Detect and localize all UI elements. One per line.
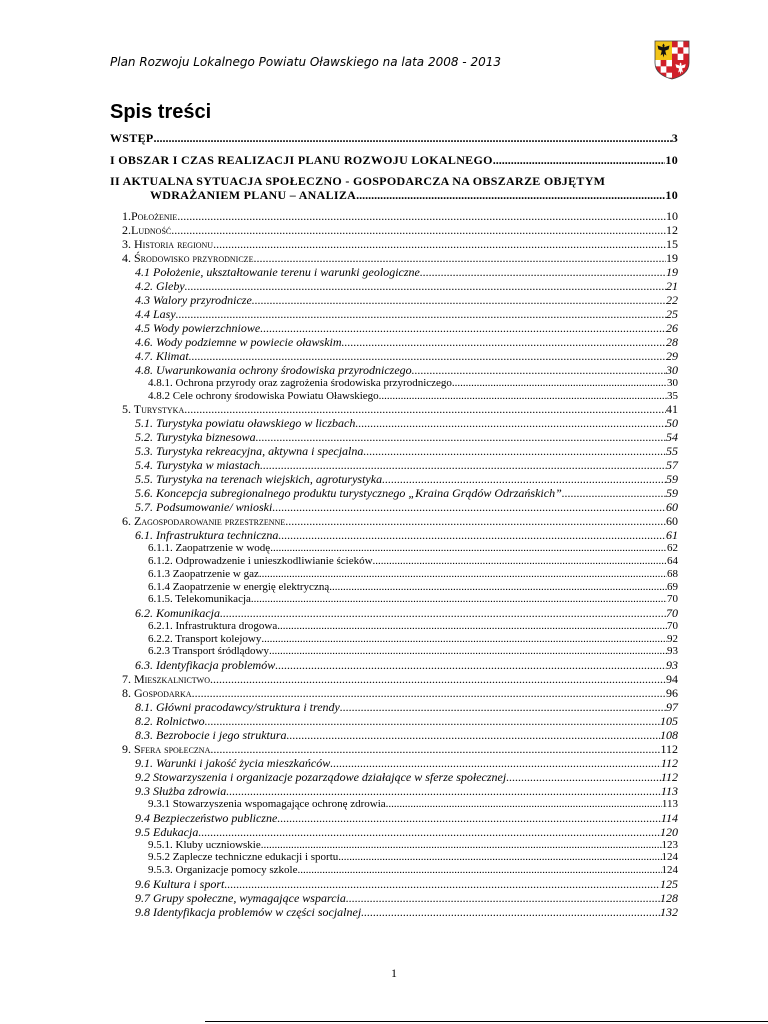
- toc-subsection: [110, 321, 678, 335]
- dot-leader: [184, 402, 666, 416]
- toc-subsection-label: 4.5 Wody powierzchniowe: [135, 321, 261, 335]
- toc-subsection-page-number: 93: [666, 658, 678, 673]
- toc-subsection-page-number: 30: [666, 363, 678, 377]
- toc-section: [110, 686, 678, 700]
- toc-subsection-label: 9.2 Stowarzyszenia i organizacje pozarządowe działające w sferze społecznej: [135, 770, 507, 785]
- toc-main-entry-page-number: 3: [671, 131, 678, 145]
- dot-leader: [272, 500, 666, 514]
- toc-subsection: [110, 293, 678, 307]
- toc-subsection-page-number: 120: [660, 824, 678, 839]
- dot-leader: [256, 430, 666, 444]
- toc-subsection-page-number: 21: [666, 279, 678, 293]
- toc-subsection-label: 9.7 Grupy społeczne, wymagające wsparcia: [135, 890, 346, 905]
- toc-main-entry-label-line2: WDRAŻANIEM PLANU – ANALIZA: [150, 188, 357, 202]
- toc-subsubsection: [110, 581, 678, 594]
- toc-subsubsection-page-number: 113: [661, 798, 678, 811]
- toc-subsection-page-number: 112: [660, 770, 678, 785]
- dot-leader: [493, 153, 666, 167]
- toc-subsection: [110, 279, 678, 293]
- dot-leader: [189, 349, 666, 363]
- toc-main-entry-page-number: 10: [665, 152, 678, 167]
- toc-subsubsection: [110, 839, 678, 852]
- toc-subsubsection-label: 4.8.1. Ochrona przyrody oraz zagrożenia środowiska przyrodniczego: [148, 377, 452, 389]
- toc-section-label: 1.Położenie: [122, 209, 178, 223]
- dot-leader: [285, 514, 666, 528]
- toc-subsection: [110, 658, 678, 672]
- dot-leader: [252, 293, 666, 307]
- toc-section-label: 6. Zagospodarowanie przestrzenne: [122, 514, 286, 529]
- toc-section-label: 9. Sfera społeczna: [122, 742, 211, 757]
- toc-subsection: [110, 500, 678, 514]
- dot-leader: [259, 568, 667, 581]
- toc-section-label: 4. Środowisko przyrodnicze: [122, 251, 254, 265]
- dot-leader: [297, 864, 661, 877]
- toc-subsubsection-label: 4.8.2 Cele ochrony środowiska Powiatu Oławskiego: [148, 389, 379, 402]
- dot-leader: [176, 307, 666, 321]
- toc-subsubsection-label: 6.1.1. Zaopatrzenie w wodę: [148, 542, 271, 555]
- toc-section: [110, 251, 678, 265]
- table-of-contents: [110, 131, 678, 919]
- toc-section: [110, 514, 678, 528]
- toc-subsection-label: 5.1. Turystyka powiatu oławskiego w liczbach: [135, 416, 356, 431]
- dot-leader: [412, 363, 666, 377]
- toc-subsubsection: [110, 593, 678, 606]
- toc-subsection: [110, 784, 678, 798]
- toc-subsection-page-number: 125: [660, 876, 678, 891]
- dot-leader: [340, 700, 666, 714]
- toc-section-page-number: 60: [666, 514, 678, 529]
- toc-subsection-page-number: 112: [660, 756, 678, 771]
- toc-subsection: [110, 891, 678, 905]
- toc-section-page-number: 41: [666, 402, 678, 417]
- toc-subsection-label: 6.2. Komunikacja: [135, 605, 220, 620]
- toc-subsubsection-label: 6.2.2. Transport kolejowy: [148, 632, 262, 645]
- toc-title: Spis treści: [110, 101, 212, 123]
- toc-main-entry: [110, 153, 678, 167]
- dot-leader: [205, 714, 660, 728]
- toc-section: [110, 223, 678, 237]
- toc-subsubsection-page-number: 64: [667, 555, 678, 568]
- toc-section: [110, 402, 678, 416]
- toc-subsubsection-label: 9.5.3. Organizacje pomocy szkole: [148, 864, 298, 877]
- dot-leader: [342, 335, 666, 349]
- toc-subsection-label: 9.1. Warunki i jakość życia mieszkańców: [135, 756, 331, 771]
- footer-rule: [205, 1021, 768, 1022]
- toc-subsection: [110, 349, 678, 363]
- toc-subsection: [110, 335, 678, 349]
- toc-section-page-number: 10: [666, 209, 678, 223]
- toc-subsection: [110, 905, 678, 919]
- toc-subsubsection: [110, 390, 678, 403]
- toc-sections: [110, 209, 678, 919]
- toc-subsection: [110, 458, 678, 472]
- dot-leader: [261, 839, 662, 852]
- toc-subsection-label: 4.3 Walory przyrodnicze: [135, 293, 252, 307]
- toc-subsection: [110, 825, 678, 839]
- toc-subsection: [110, 430, 678, 444]
- toc-subsection-page-number: 25: [666, 307, 678, 321]
- toc-section-page-number: 12: [666, 223, 678, 237]
- dot-leader: [253, 251, 666, 265]
- toc-subsubsection: [110, 633, 678, 646]
- toc-section-label: 8. Gospodarka: [122, 686, 192, 701]
- toc-subsubsection-page-number: 30: [667, 377, 678, 389]
- dot-leader: [213, 237, 666, 251]
- toc-subsection-page-number: 59: [666, 486, 678, 501]
- toc-subsubsection-page-number: 70: [667, 593, 678, 606]
- toc-section-label: 2.Ludność: [122, 223, 172, 237]
- running-header: Plan Rozwoju Lokalnego Powiatu Oławskiego na lata 2008 - 2013: [110, 55, 501, 69]
- toc-subsection-page-number: 19: [666, 265, 678, 279]
- toc-subsubsection: [110, 568, 678, 581]
- toc-section: [110, 672, 678, 686]
- toc-subsubsection: [110, 851, 678, 864]
- toc-section: [110, 209, 678, 223]
- dot-leader: [260, 458, 666, 472]
- toc-subsection-page-number: 26: [666, 321, 678, 335]
- toc-subsection: [110, 416, 678, 430]
- dot-leader: [346, 891, 660, 905]
- dot-leader: [198, 825, 660, 839]
- toc-subsection-page-number: 29: [666, 349, 678, 363]
- dot-leader: [562, 486, 666, 500]
- dot-leader: [270, 542, 667, 555]
- dot-leader: [287, 728, 660, 742]
- toc-subsubsection-label: 6.1.4 Zaopatrzenie w energię elektryczną: [148, 580, 330, 593]
- toc-section: [110, 237, 678, 251]
- dot-leader: [420, 265, 666, 279]
- dot-leader: [379, 390, 667, 403]
- toc-subsection-page-number: 28: [666, 335, 678, 349]
- toc-subsection-label: 4.4 Lasy: [135, 307, 176, 321]
- toc-section-label: 5. Turystyka: [122, 402, 185, 417]
- dot-leader: [260, 321, 666, 335]
- toc-subsection-label: 9.6 Kultura i sport: [135, 876, 225, 891]
- toc-subsection-page-number: 97: [666, 700, 678, 715]
- toc-subsection: [110, 444, 678, 458]
- dot-leader: [275, 658, 666, 672]
- coat-of-arms-icon: [654, 40, 690, 80]
- toc-subsection: [110, 877, 678, 891]
- toc-subsubsection-page-number: 35: [667, 389, 678, 402]
- toc-subsection-page-number: 113: [660, 784, 678, 799]
- toc-subsubsection-label: 9.3.1 Stowarzyszenia wspomagające ochronę zdrowia: [148, 798, 386, 811]
- dot-leader: [329, 581, 667, 594]
- toc-subsubsection: [110, 555, 678, 568]
- dot-leader: [355, 416, 666, 430]
- coat-of-arms-graphic: [654, 40, 690, 80]
- toc-subsection-label: 9.5 Edukacja: [135, 824, 199, 839]
- toc-subsubsection-page-number: 124: [661, 864, 678, 877]
- toc-subsection-page-number: 132: [660, 904, 678, 919]
- toc-subsection-label: 5.2. Turystyka biznesowa: [135, 430, 256, 445]
- toc-subsection-page-number: 50: [666, 416, 678, 431]
- toc-main-entry-label-line1: II AKTUALNA SYTUACJA SPOŁECZNO - GOSPODARCZA NA OBSZARZE OBJĘTYM: [110, 174, 606, 188]
- toc-main-entry-label: I OBSZAR I CZAS REALIZACJI PLANU ROZWOJU LOKALNEGO: [110, 152, 493, 167]
- toc-subsection-page-number: 114: [660, 810, 678, 825]
- dot-leader: [330, 756, 661, 770]
- toc-subsection-label: 9.3 Służba zdrowia: [135, 784, 227, 799]
- toc-subsection-label: 8.2. Rolnictwo: [135, 714, 205, 729]
- toc-subsubsection-page-number: 124: [661, 851, 678, 864]
- toc-subsection-page-number: 59: [666, 472, 678, 487]
- dot-leader: [277, 811, 661, 825]
- toc-subsubsection-label: 6.1.5. Telekomunikacja: [148, 593, 251, 606]
- dot-leader: [338, 851, 661, 864]
- toc-subsection-label: 4.8. Uwarunkowania ochrony środowiska przyrodniczego: [135, 363, 412, 377]
- toc-subsection-page-number: 57: [666, 458, 678, 473]
- toc-subsubsection: [110, 864, 678, 877]
- page-number: 1: [391, 966, 397, 980]
- toc-section-page-number: 19: [666, 251, 678, 265]
- toc-section-label: 3. Historia regionu: [122, 237, 214, 251]
- dot-leader: [210, 742, 660, 756]
- dot-leader: [269, 645, 667, 658]
- toc-subsubsection-label: 9.5.2 Zaplecze techniczne edukacji i sportu: [148, 851, 339, 864]
- toc-section-page-number: 112: [660, 742, 678, 757]
- toc-subsection: [110, 363, 678, 377]
- dot-leader: [361, 905, 660, 919]
- toc-subsection-page-number: 128: [660, 890, 678, 905]
- toc-section-page-number: 94: [666, 672, 678, 687]
- toc-subsection-page-number: 108: [660, 728, 678, 743]
- toc-subsection-label: 4.6. Wody podziemne w powiecie oławskim: [135, 335, 342, 349]
- toc-section-label: 7. Mieszkalnictwo: [122, 672, 210, 687]
- toc-subsection-label: 9.4 Bezpieczeństwo publiczne: [135, 810, 278, 825]
- toc-subsection: [110, 307, 678, 321]
- toc-subsection-label: 9.8 Identyfikacja problemów w części socjalnej: [135, 904, 362, 919]
- toc-section-page-number: 96: [666, 686, 678, 701]
- toc-subsection-label: 6.1. Infrastruktura techniczna: [135, 528, 279, 543]
- toc-subsection-page-number: 55: [666, 444, 678, 459]
- toc-subsubsection: [110, 798, 678, 811]
- dot-leader: [226, 784, 661, 798]
- dot-leader: [154, 131, 672, 145]
- toc-subsection: [110, 770, 678, 784]
- dot-leader: [220, 606, 666, 620]
- dot-leader: [185, 279, 666, 293]
- toc-subsection-label: 5.3. Turystyka rekreacyjna, aktywna i specjalna: [135, 444, 364, 459]
- shield-quarter-eagle-gold: [655, 41, 672, 60]
- toc-subsection: [110, 728, 678, 742]
- toc-subsubsection-page-number: 92: [667, 632, 678, 645]
- dot-leader: [277, 620, 667, 633]
- toc-subsubsection-label: 6.1.3 Zaopatrzenie w gaz: [148, 567, 259, 580]
- toc-subsection: [110, 486, 678, 500]
- dot-leader: [506, 770, 661, 784]
- toc-subsubsection-label: 6.2.3 Transport śródlądowy: [148, 645, 270, 658]
- toc-subsubsection: [110, 620, 678, 633]
- toc-main-entry: [110, 131, 678, 145]
- toc-subsection-page-number: 70: [666, 605, 678, 620]
- toc-subsubsection-page-number: 123: [661, 838, 678, 851]
- toc-subsection-page-number: 105: [660, 714, 678, 729]
- dot-leader: [224, 877, 660, 891]
- toc-subsection: [110, 714, 678, 728]
- shield-quarter-checkered-top: [672, 41, 689, 60]
- dot-leader: [382, 472, 666, 486]
- toc-subsection: [110, 265, 678, 279]
- toc-subsection-page-number: 22: [666, 293, 678, 307]
- toc-subsection-label: 5.7. Podsumowanie/ wnioski: [135, 500, 273, 515]
- toc-subsubsection: [110, 542, 678, 555]
- dot-leader: [386, 798, 662, 811]
- toc-subsubsection-page-number: 69: [667, 580, 678, 593]
- dot-leader: [210, 672, 666, 686]
- toc-subsubsection-page-number: 70: [667, 619, 678, 632]
- toc-subsubsection: [110, 377, 678, 390]
- toc-subsection-page-number: 61: [666, 528, 678, 543]
- toc-subsection: [110, 811, 678, 825]
- toc-section-page-number: 15: [666, 237, 678, 251]
- toc-subsection-label: 5.5. Turystyka na terenach wiejskich, agroturystyka: [135, 472, 383, 487]
- toc-subsection-label: 6.3. Identyfikacja problemów: [135, 658, 276, 673]
- dot-leader: [177, 209, 666, 223]
- toc-subsection-label: 4.1 Położenie, ukształtowanie terenu i warunki geologiczne: [135, 265, 420, 279]
- toc-subsubsection-label: 6.1.2. Odprowadzenie i unieszkodliwianie ścieków: [148, 555, 373, 568]
- dot-leader: [363, 444, 666, 458]
- toc-main-entry-label: WSTĘP: [110, 131, 154, 145]
- dot-leader: [452, 377, 667, 390]
- toc-subsection: [110, 528, 678, 542]
- toc-subsubsection: [110, 645, 678, 658]
- toc-subsection-label: 5.6. Koncepcja subregionalnego produktu turystycznego „Kraina Grądów Odrzańskich”: [135, 486, 562, 501]
- toc-section: [110, 742, 678, 756]
- toc-main-entry: [110, 188, 678, 202]
- toc-subsubsection-page-number: 68: [667, 567, 678, 580]
- toc-subsection-label: 8.1. Główni pracodawcy/struktura i trendy: [135, 700, 340, 715]
- dot-leader: [261, 633, 667, 646]
- toc-subsection: [110, 700, 678, 714]
- dot-leader: [251, 593, 667, 606]
- toc-subsection-page-number: 60: [666, 500, 678, 515]
- toc-subsection-page-number: 54: [666, 430, 678, 445]
- toc-subsubsection-page-number: 62: [667, 542, 678, 555]
- toc-subsection: [110, 472, 678, 486]
- toc-main-entry-page-number: 10: [665, 188, 678, 202]
- toc-subsubsection-label: 6.2.1. Infrastruktura drogowa: [148, 619, 278, 632]
- dot-leader: [192, 686, 666, 700]
- toc-subsection-label: 4.2. Gleby: [135, 279, 185, 293]
- toc-subsection-label: 5.4. Turystyka w miastach: [135, 458, 260, 473]
- toc-subsection-label: 4.7. Klimat: [135, 349, 189, 363]
- toc-subsection: [110, 606, 678, 620]
- dot-leader: [171, 223, 666, 237]
- dot-leader: [356, 188, 665, 202]
- toc-subsubsection-page-number: 93: [667, 645, 678, 658]
- toc-subsection-label: 8.3. Bezrobocie i jego struktura: [135, 728, 287, 743]
- toc-subsection: [110, 756, 678, 770]
- dot-leader: [278, 528, 666, 542]
- toc-subsubsection-label: 9.5.1. Kluby uczniowskie: [148, 838, 261, 851]
- dot-leader: [373, 555, 667, 568]
